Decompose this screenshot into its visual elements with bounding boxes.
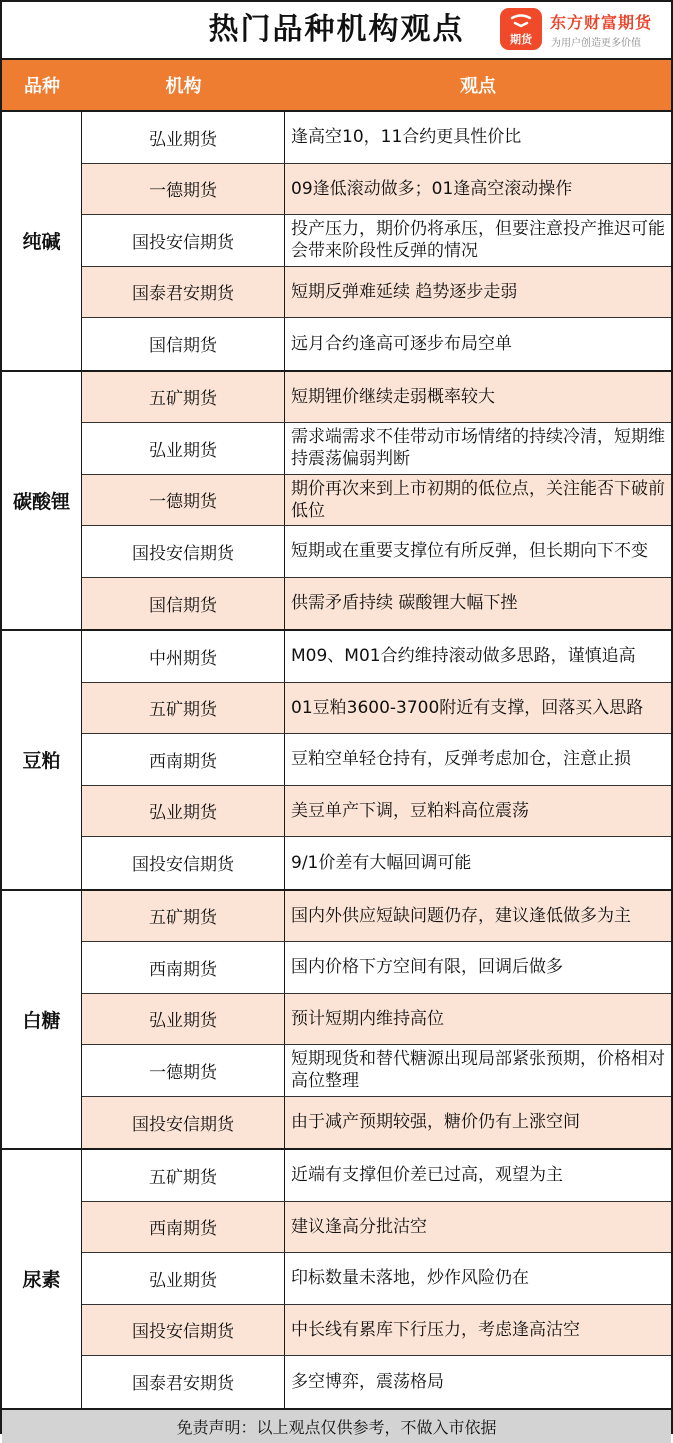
table-row	[82, 526, 671, 578]
table-row	[82, 1305, 671, 1357]
title-bar	[2, 2, 671, 60]
view-cell: 投产压力，期价仍将承压，但要注意投产推迟可能会带来阶段性反弹的情况	[291, 219, 665, 262]
institution-cell: 西南期货	[82, 734, 285, 785]
category-group	[2, 372, 671, 632]
table-row	[82, 215, 671, 267]
view-cell: 美豆单产下调，豆粕料高位震荡	[291, 800, 529, 821]
view-cell: 预计短期内维持高位	[291, 1008, 444, 1029]
table-header	[2, 60, 671, 112]
table-row	[82, 942, 671, 994]
table-row	[82, 475, 671, 527]
view-cell: 短期锂价继续走弱概率较大	[291, 386, 495, 407]
institution-cell: 国泰君安期货	[82, 267, 285, 318]
institution-cell: 国泰君安期货	[82, 1356, 285, 1408]
view-cell: 01豆粕3600-3700附近有支撑，回落买入思路	[291, 697, 644, 718]
table-row	[82, 164, 671, 216]
table-row	[82, 837, 671, 889]
view-cell: 中长线有累库下行压力，考虑逢高沽空	[291, 1319, 580, 1340]
brand-logo	[500, 8, 664, 52]
table-row	[82, 891, 671, 943]
institution-cell: 弘业期货	[82, 1253, 285, 1304]
table-body	[2, 112, 671, 1410]
view-cell: 远月合约逢高可逐步布局空单	[291, 333, 512, 354]
view-cell: 09逢低滚动做多；01逢高空滚动操作	[291, 178, 573, 199]
page-title: 热门品种机构观点	[208, 12, 465, 47]
table-row	[82, 372, 671, 424]
view-cell: 短期或在重要支撑位有所反弹，但长期向下不变	[291, 541, 648, 562]
table-row	[82, 1097, 671, 1149]
category-rows	[82, 631, 671, 889]
view-cell: 短期现货和替代糖源出现局部紧张预期，价格相对高位整理	[291, 1049, 665, 1092]
view-cell: 短期反弹难延续 趋势逐步走弱	[291, 281, 518, 302]
header-institution: 机构	[165, 76, 202, 97]
institution-cell: 西南期货	[82, 1202, 285, 1253]
institution-cell: 五矿期货	[82, 1150, 285, 1201]
institution-cell: 弘业期货	[82, 423, 285, 474]
table-row	[82, 318, 671, 370]
category-cell: 尿素	[2, 1150, 82, 1408]
institution-cell: 国投安信期货	[82, 215, 285, 266]
institution-cell: 一德期货	[82, 475, 285, 526]
institution-cell: 国投安信期货	[82, 1097, 285, 1149]
category-group	[2, 891, 671, 1151]
category-rows	[82, 112, 671, 370]
view-cell: M09、M01合约维持滚动做多思路，谨慎追高	[291, 646, 636, 667]
category-cell: 碳酸锂	[2, 372, 82, 630]
table-row	[82, 112, 671, 164]
category-rows	[82, 372, 671, 630]
view-cell: 国内外供应短缺问题仍存，建议逢低做多为主	[291, 905, 631, 926]
view-cell: 建议逢高分批沽空	[291, 1216, 427, 1237]
institution-cell: 弘业期货	[82, 786, 285, 837]
category-cell: 纯碱	[2, 112, 82, 370]
institution-cell: 弘业期货	[82, 994, 285, 1045]
institution-cell: 西南期货	[82, 942, 285, 993]
view-cell: 由于减产预期较强，糖价仍有上涨空间	[291, 1112, 580, 1133]
view-cell: 9/1价差有大幅回调可能	[291, 852, 472, 873]
table-row	[82, 1045, 671, 1097]
view-cell: 豆粕空单轻仓持有，反弹考虑加仓，注意止损	[291, 749, 631, 770]
header-category: 品种	[24, 76, 60, 97]
view-cell: 供需矛盾持续 碳酸锂大幅下挫	[291, 593, 518, 614]
institution-cell: 国投安信期货	[82, 526, 285, 577]
table-row	[82, 267, 671, 319]
table-row	[82, 734, 671, 786]
institution-cell: 国信期货	[82, 318, 285, 370]
view-cell: 近端有支撑但价差已过高，观望为主	[291, 1165, 563, 1186]
category-rows	[82, 891, 671, 1149]
category-group	[2, 1150, 671, 1410]
institution-cell: 五矿期货	[82, 891, 285, 942]
view-cell: 逢高空10，11合约更具性价比	[291, 127, 522, 148]
category-group	[2, 631, 671, 891]
table-row	[82, 1150, 671, 1202]
table-row	[82, 994, 671, 1046]
table-row	[82, 1253, 671, 1305]
category-cell: 白糖	[2, 891, 82, 1149]
institution-cell: 弘业期货	[82, 112, 285, 163]
table-row	[82, 683, 671, 735]
view-cell: 国内价格下方空间有限，回调后做多	[291, 957, 563, 978]
disclaimer: 免责声明：以上观点仅供参考，不做入市依据	[2, 1410, 671, 1443]
eastmoney-logo-icon	[500, 8, 542, 50]
table-row	[82, 578, 671, 630]
institution-cell: 国投安信期货	[82, 1305, 285, 1356]
institution-cell: 五矿期货	[82, 683, 285, 734]
institution-cell: 国投安信期货	[82, 837, 285, 889]
view-cell: 多空博弈，震荡格局	[291, 1371, 444, 1392]
brand-name: 东方财富期货	[550, 13, 653, 32]
table-row	[82, 786, 671, 838]
category-rows	[82, 1150, 671, 1408]
view-cell: 期价再次来到上市初期的低位点，关注能否下破前低位	[291, 478, 665, 521]
header-view: 观点	[460, 76, 496, 97]
category-cell: 豆粕	[2, 631, 82, 889]
table-row	[82, 1202, 671, 1254]
table-row	[82, 1356, 671, 1408]
view-cell: 需求端需求不佳带动市场情绪的持续冷清，短期维持震荡偏弱判断	[291, 427, 665, 470]
table-row	[82, 631, 671, 683]
category-group	[2, 112, 671, 372]
institution-cell: 国信期货	[82, 578, 285, 630]
institution-cell: 中州期货	[82, 631, 285, 682]
institution-cell: 五矿期货	[82, 372, 285, 423]
table-row	[82, 423, 671, 475]
institution-cell: 一德期货	[82, 164, 285, 215]
institution-cell: 一德期货	[82, 1045, 285, 1096]
logo-mark-text: 期货	[510, 33, 532, 46]
brand-slogan: 为用户创造更多价值	[551, 38, 641, 49]
view-cell: 印标数量未落地，炒作风险仍在	[291, 1268, 529, 1289]
